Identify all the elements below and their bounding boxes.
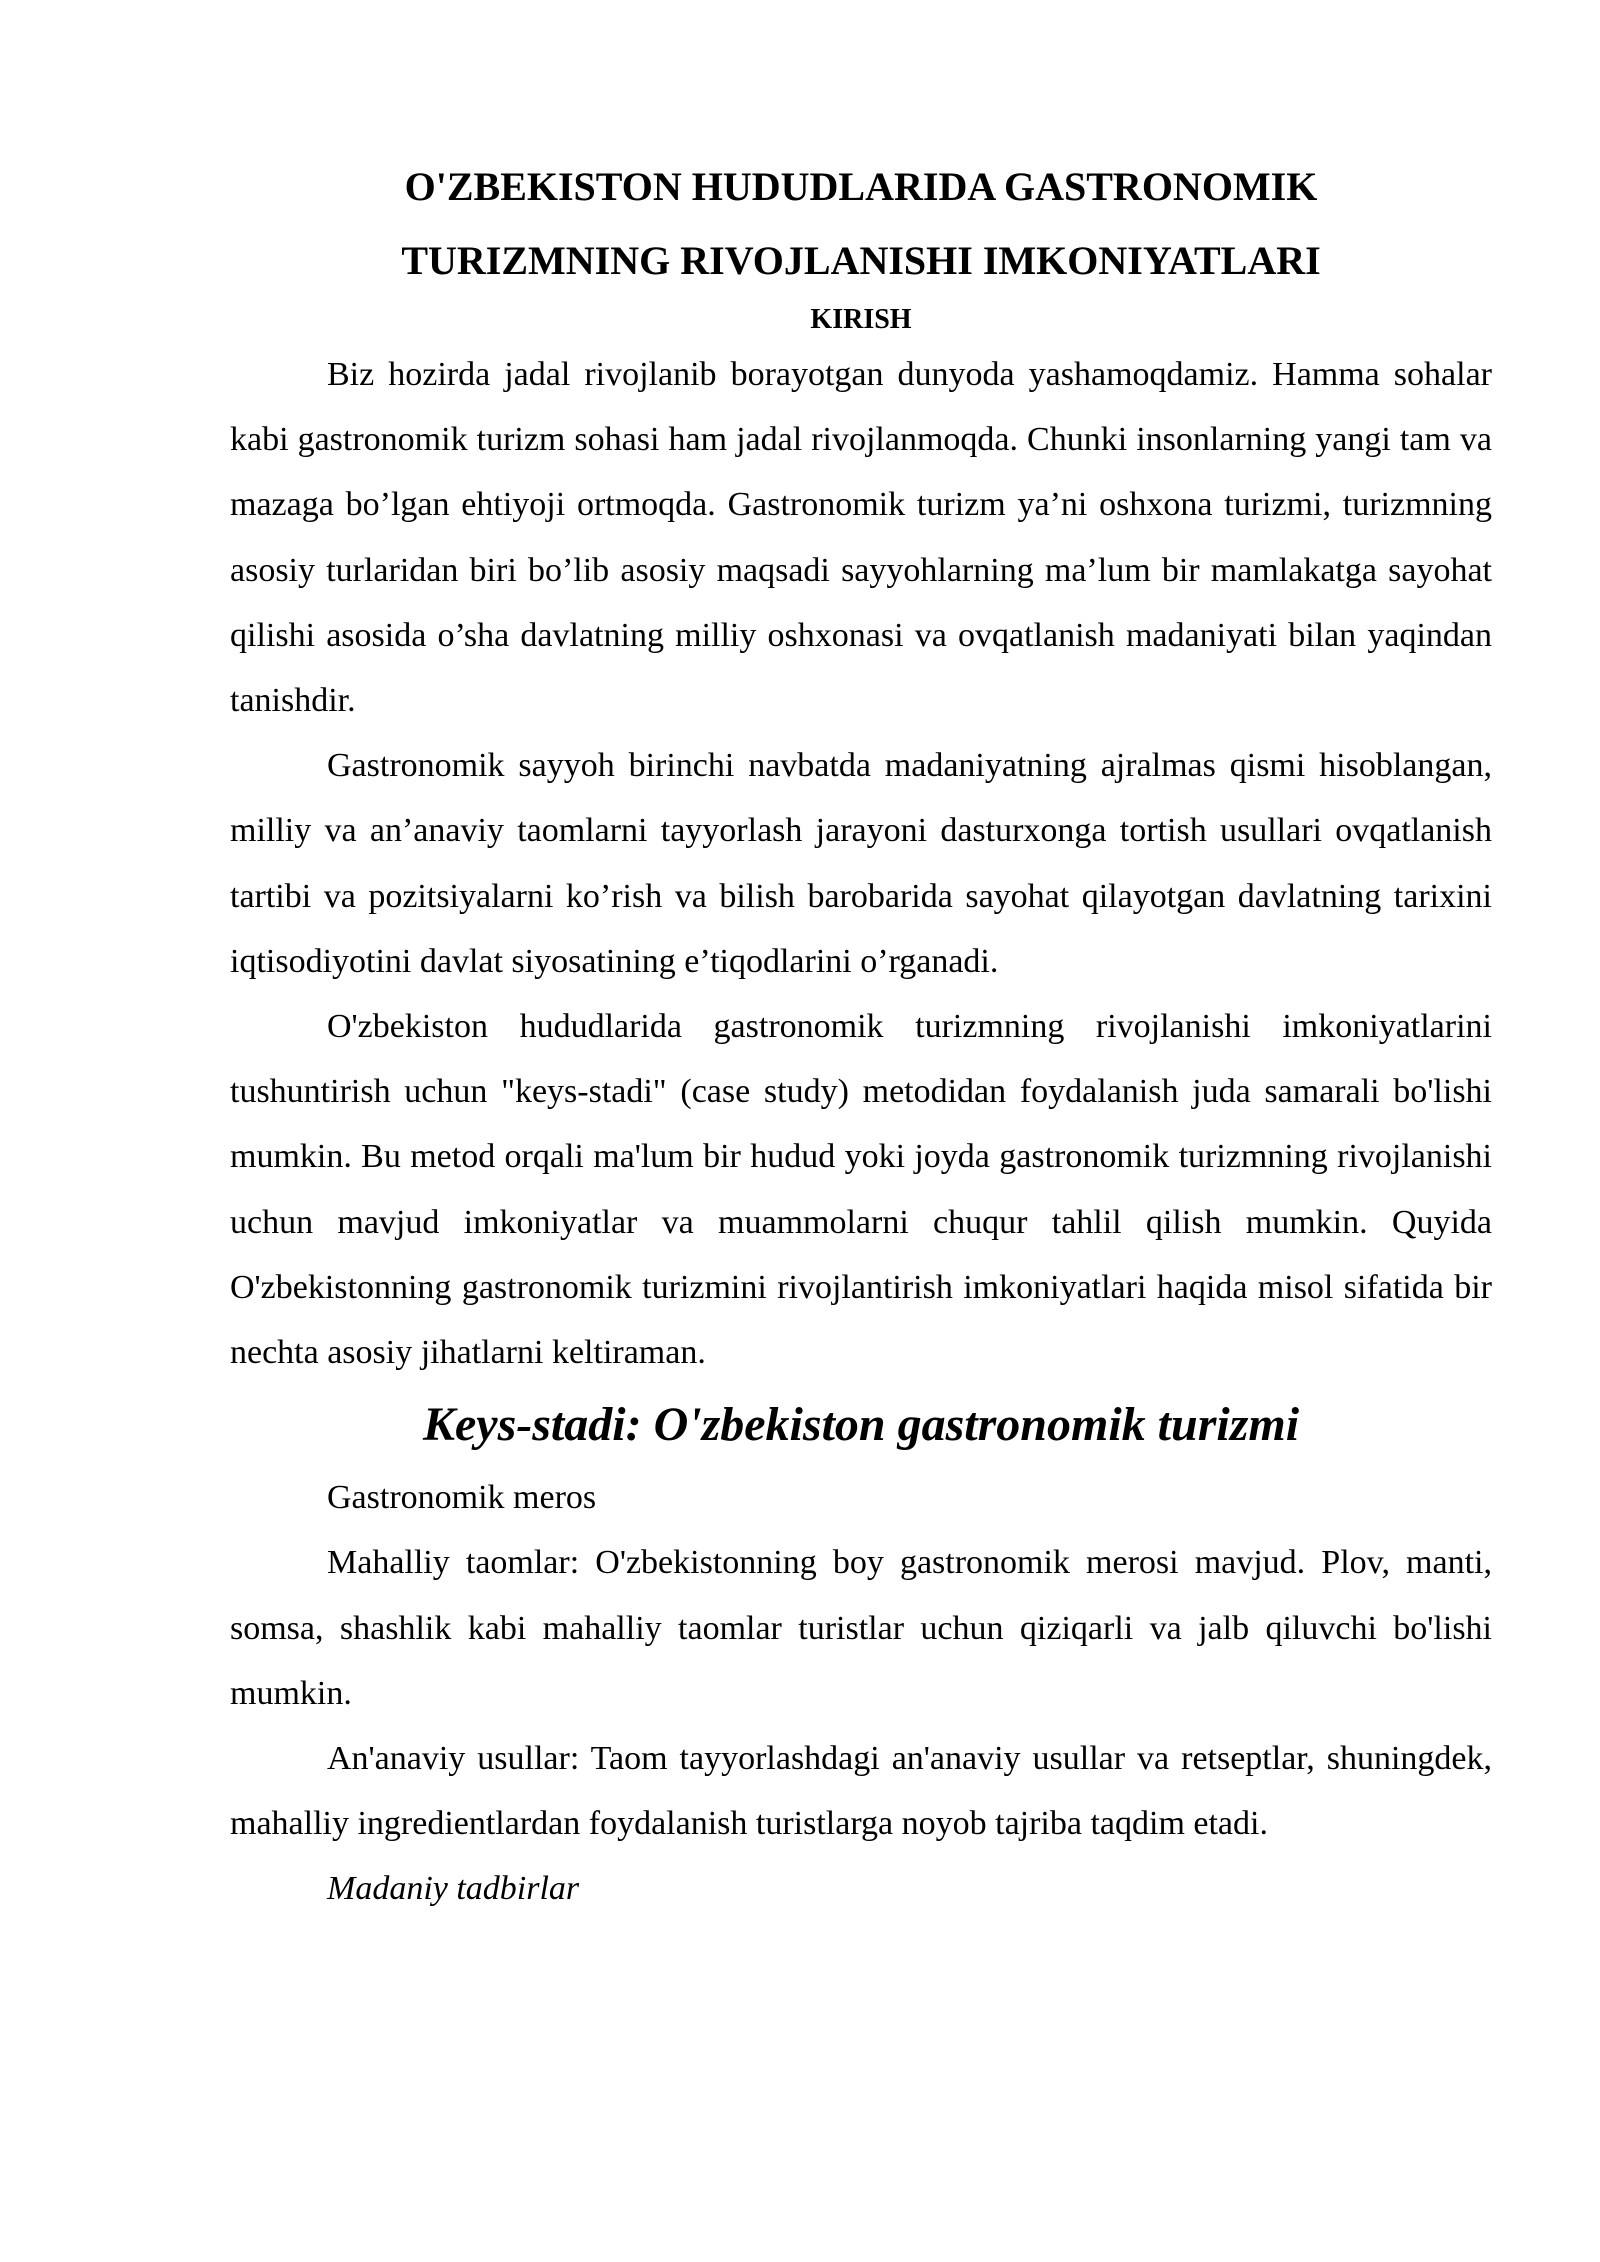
document-title-line2: TURIZMNING RIVOJLANISHI IMKONIYATLARI <box>401 238 1321 283</box>
section1-paragraph-2: An'anaviy usullar: Taom tayyorlashdagi an'anaviy usullar va retseptlar, shuningdek, mahalliy ingredientlardan foydalanish turistlarga noyob tajriba taqdim etadi. <box>230 1740 1492 1843</box>
intro-paragraph-2: Gastronomik sayyoh birinchi navbatda madaniyatning ajralmas qismi hisoblangan, milliy va an’anaviy taomlarni tayyorlash jarayoni dasturxonga tortish usullari ovqatlanish tartibi va pozitsiyalarni ko’rish va bilish barobarida sayohat qilayotgan davlatning tarixini iqtisodiyotini davlat siyosatining e’tiqodlarini o’rganadi. <box>230 747 1492 980</box>
intro-heading: KIRISH <box>810 304 912 335</box>
section1-paragraph-1: Mahalliy taomlar: O'zbekistonning boy gastronomik merosi mavjud. Plov, manti, somsa, shashlik kabi mahalliy taomlar turistlar uchun qiziqarli va jalb qiluvchi bo'lishi mumkin. <box>230 1544 1492 1712</box>
section1-heading: Gastronomik meros <box>327 1479 597 1517</box>
intro-paragraph-1: Biz hozirda jadal rivojlanib borayotgan dunyoda yashamoqdamiz. Hamma sohalar kabi gastronomik turizm sohasi ham jadal rivojlanmoqda. Chunki insonlarning yangi tam va mazaga bo’lgan ehtiyoji ortmoqda. Gastronomik turizm ya’ni oshxona turizmi, turizmning asosiy turlaridan biri bo’lib asosiy maqsadi sayyohlarning ma’lum bir mamlakatga sayohat qilishi asosida o’sha davlatning milliy oshxonasi va ovqatlanish madaniyati bilan yaqindan tanishdir. <box>230 356 1492 720</box>
section2-heading: Madaniy tadbirlar <box>327 1870 580 1908</box>
case-study-heading: Keys-stadi: O'zbekiston gastronomik turizmi <box>422 1398 1300 1452</box>
document-title-line1: O'ZBEKISTON HUDUDLARIDA GASTRONOMIK <box>404 164 1318 209</box>
intro-paragraph-3: O'zbekiston hududlarida gastronomik turizmning rivojlanishi imkoniyatlarini tushuntirish uchun "keys-stadi" (case study) metodidan foydalanish juda samarali bo'lishi mumkin. Bu metod orqali ma'lum bir hudud yoki joyda gastronomik turizmning rivojlanishi uchun mavjud imkoniyatlar va muammolarni chuqur tahlil qilish mumkin. Quyida O'zbekistonning gastronomik turizmini rivojlantirish imkoniyatlari haqida misol sifatida bir nechta asosiy jihatlarni keltiraman. <box>230 1008 1492 1372</box>
document-page <box>230 150 1492 1922</box>
